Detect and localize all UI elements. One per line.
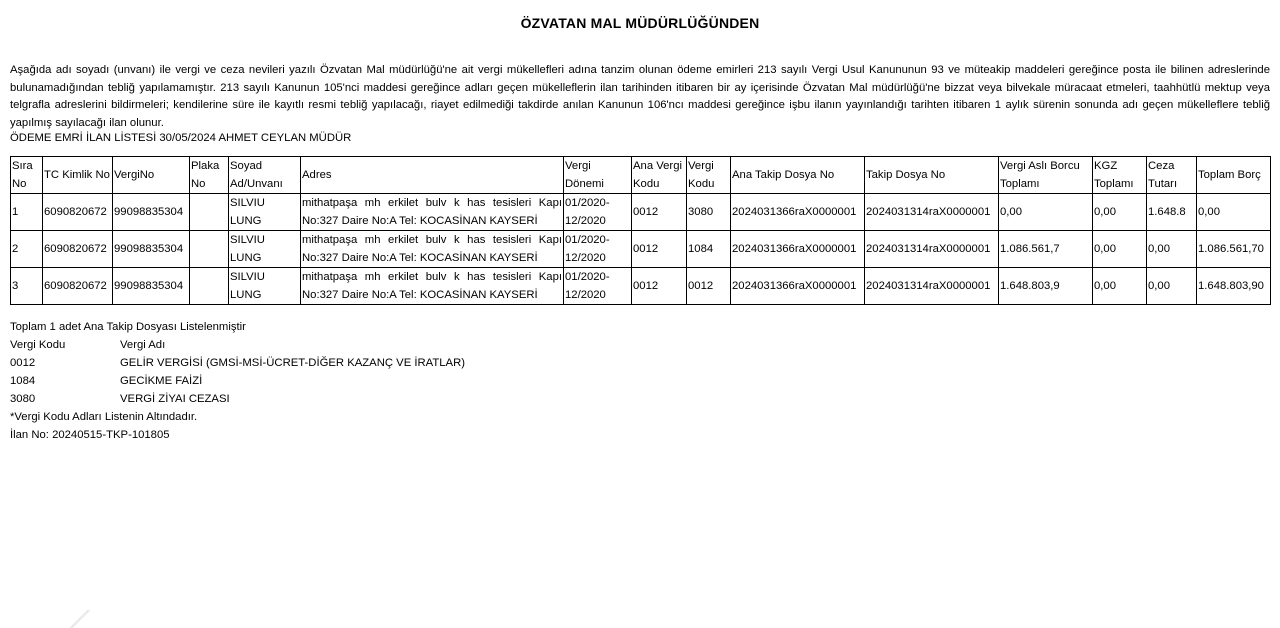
col-takip-dosya-no: Takip Dosya No [865,157,999,194]
cell-sira-no: 1 [11,194,43,231]
cell-vergi-kodu: 0012 [687,268,731,305]
table-row [11,231,1271,268]
col-tc-kimlik-no: TC Kimlik No [43,157,113,194]
code-item: 3080 [10,393,36,405]
table-row [11,268,1271,305]
col-toplam-borc: Toplam Borç [1197,157,1271,194]
code-header: Vergi Kodu [10,339,66,351]
col-ana-vergi-kodu: Ana Vergi Kodu [632,157,687,194]
cell-adres: mithatpaşa mh erkilet bulv k has tesisleri Kapı No:327 Daire No:A Tel: KOCASİNAN KAYSERİ [301,194,564,231]
code-legend [10,336,520,408]
col-vergi-asli-borcu: Vergi Aslı Borcu Toplamı [999,157,1093,194]
cell-vergi-asli-borcu: 1.086.561,7 [999,231,1093,268]
cell-ceza-tutari: 0,00 [1147,268,1197,305]
cell-ceza-tutari: 0,00 [1147,231,1197,268]
cell-tc-kimlik-no: 6090820672 [43,231,113,268]
col-soyad-ad: Soyad Ad/Unvanı [229,157,301,194]
cell-sira-no: 3 [11,268,43,305]
cell-adres: mithatpaşa mh erkilet bulv k has tesisleri Kapı No:327 Daire No:A Tel: KOCASİNAN KAYSERİ [301,268,564,305]
code-name: GELİR VERGİSİ (GMSİ-MSİ-ÜCRET-DİĞER KAZANÇ VE İRATLAR) [120,357,466,369]
col-ceza-tutari: Ceza Tutarı [1147,157,1197,194]
cell-vergi-no: 99098835304 [113,231,190,268]
table-row [11,194,1271,231]
cell-vergi-donemi: 01/2020-12/2020 [564,194,632,231]
cell-kgz-toplami: 0,00 [1093,194,1147,231]
intro-paragraph: Aşağıda adı soyadı (unvanı) ile vergi ve ceza nevileri yazılı Özvatan Mal müdürlüğü'ne ait vergi mükellefleri adına tanzim olunan ödeme emirleri 213 sayılı Vergi Usul Kanununun 93 ve müteakip maddeleri gereğince posta ile bilinen adreslerinde bulunamadığından tebliğ yapılamamıştır. 213 sayılı Kanunun 105'nci maddesi gereğince adları geçen mükelleflerin ilan tarihinden itibaren bir ay içerisinde Özvatan Mal müdürlüğü'ne bizzat veya bilvekale müracaat etmeleri, taahhütlü mektup veya telgrafla adreslerini bildirmeleri; kendilerine süre ile kayıtlı resmi tebliğ yapılacağı, riayet edilmediği takdirde anılan Kanunun 106'ncı maddesi gereğince işbu ilanın yayınlandığı tarihten itibaren 1 aylık sürenin sonunda adı geçen mükelleflere tebliğ yapılmış sayılacağı ilan olunur. [10,64,1270,129]
col-adres: Adres [301,157,564,194]
cell-ana-takip-dosya-no: 2024031366raX0000001 [731,268,865,305]
cell-vergi-kodu: 3080 [687,194,731,231]
cell-soyad-ad: SILVIU LUNG [229,231,301,268]
code-name: GECİKME FAİZİ [120,375,203,387]
code-item: 1084 [10,375,36,387]
page-title: ÖZVATAN MAL MÜDÜRLÜĞÜNDEN [520,15,760,31]
cell-plaka-no [190,194,229,231]
cell-ana-vergi-kodu: 0012 [632,268,687,305]
cell-ana-vergi-kodu: 0012 [632,231,687,268]
list-header: ÖDEME EMRİ İLAN LİSTESİ 30/05/2024 AHMET CEYLAN MÜDÜR [10,132,352,144]
cell-vergi-donemi: 01/2020-12/2020 [564,268,632,305]
col-vergi-kodu: Vergi Kodu [687,157,731,194]
note: *Vergi Kodu Adları Listenin Altındadır. [10,411,198,423]
cell-adres: mithatpaşa mh erkilet bulv k has tesisleri Kapı No:327 Daire No:A Tel: KOCASİNAN KAYSERİ [301,231,564,268]
ilan-no: İlan No: 20240515-TKP-101805 [10,429,170,441]
cell-vergi-asli-borcu: 1.648.803,9 [999,268,1093,305]
cell-sira-no: 2 [11,231,43,268]
cell-tc-kimlik-no: 6090820672 [43,194,113,231]
cell-kgz-toplami: 0,00 [1093,268,1147,305]
footer [10,318,520,444]
cell-tc-kimlik-no: 6090820672 [43,268,113,305]
cell-vergi-asli-borcu: 0,00 [999,194,1093,231]
cell-vergi-no: 99098835304 [113,268,190,305]
cell-toplam-borc: 0,00 [1197,194,1271,231]
cell-ana-vergi-kodu: 0012 [632,194,687,231]
cell-vergi-no: 99098835304 [113,194,190,231]
cell-toplam-borc: 1.086.561,70 [1197,231,1271,268]
cell-takip-dosya-no: 2024031314raX0000001 [865,231,999,268]
debt-table [10,156,1271,305]
cell-soyad-ad: SILVIU LUNG [229,194,301,231]
cell-ana-takip-dosya-no: 2024031366raX0000001 [731,194,865,231]
col-sira-no: Sıra No [11,157,43,194]
cell-ceza-tutari: 1.648.8 [1147,194,1197,231]
cell-vergi-kodu: 1084 [687,231,731,268]
code-name: VERGİ ZİYAI CEZASI [120,393,230,405]
cell-vergi-donemi: 01/2020-12/2020 [564,231,632,268]
cell-soyad-ad: SILVIU LUNG [229,268,301,305]
cell-toplam-borc: 1.648.803,90 [1197,268,1271,305]
col-ana-takip-dosya-no: Ana Takip Dosya No [731,157,865,194]
col-vergi-no: VergiNo [113,157,190,194]
cell-plaka-no [190,231,229,268]
name-header: Vergi Adı [120,339,166,351]
cell-takip-dosya-no: 2024031314raX0000001 [865,194,999,231]
cell-plaka-no [190,268,229,305]
code-item: 0012 [10,357,36,369]
col-kgz-toplami: KGZ Toplamı [1093,157,1147,194]
total-line: Toplam 1 adet Ana Takip Dosyası Listelenmiştir [10,321,246,333]
table-header-row [11,157,1271,194]
col-vergi-donemi: Vergi Dönemi [564,157,632,194]
cell-kgz-toplami: 0,00 [1093,231,1147,268]
cell-takip-dosya-no: 2024031314raX0000001 [865,268,999,305]
cell-ana-takip-dosya-no: 2024031366raX0000001 [731,231,865,268]
scan-mark [70,610,90,628]
col-plaka-no: Plaka No [190,157,229,194]
